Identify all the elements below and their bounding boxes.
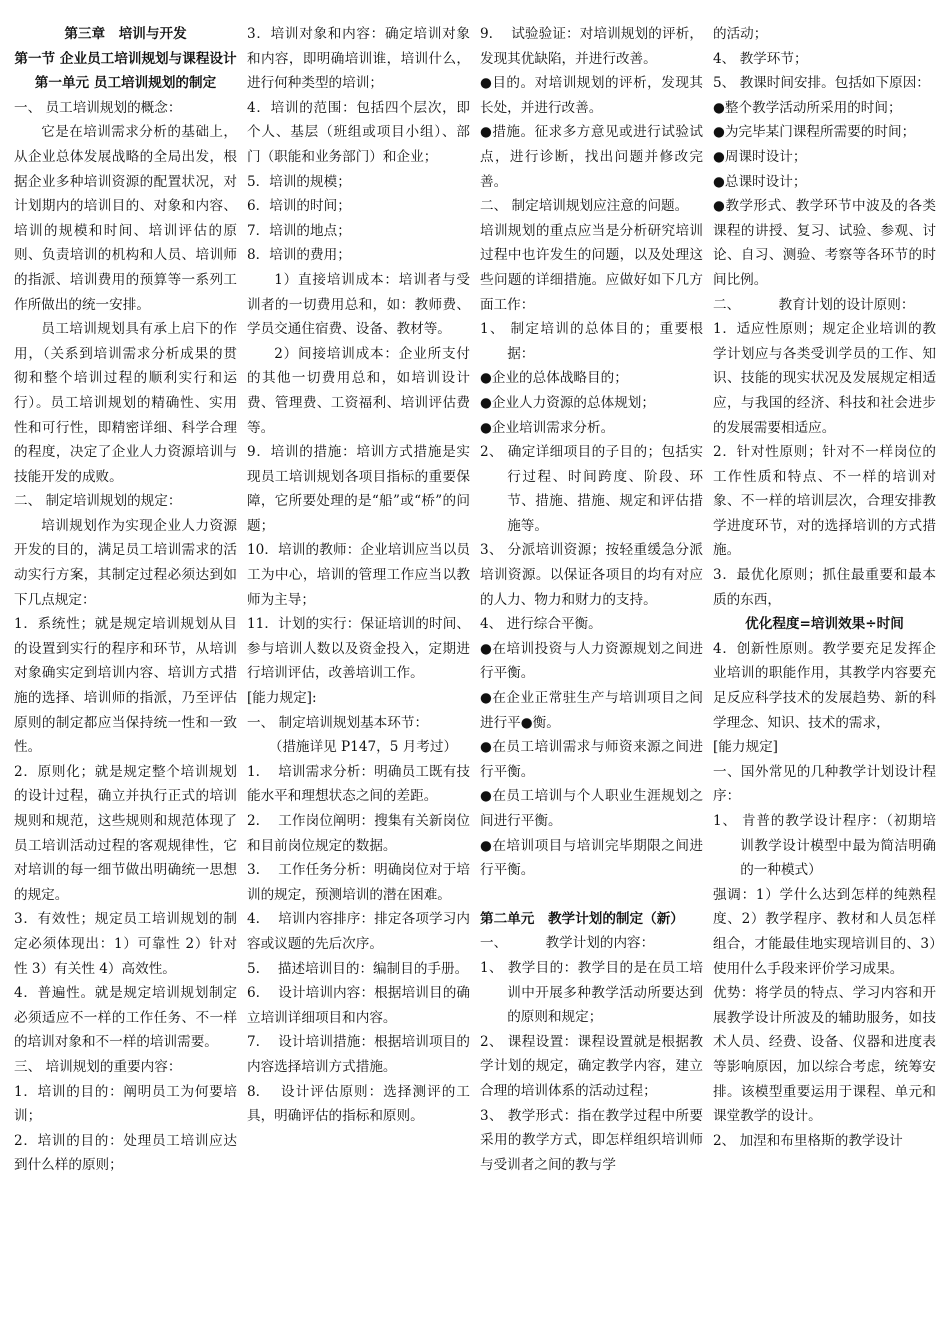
- paragraph: 第二单元 教学计划的制定（新）: [480, 910, 684, 927]
- document-page: [14, 22, 940, 1334]
- paragraph: 2．培训的目的：处理员工培训应达到什么样的原则；: [14, 1132, 237, 1174]
- paragraph: 5. 描述培训目的：编制目的手册。: [247, 960, 469, 977]
- paragraph: 6．培训的时间；: [247, 198, 351, 215]
- paragraph: 5、 教课时间安排。包括如下原因：: [713, 75, 930, 92]
- paragraph: 优势：将学员的特点、学习内容和开展教学设计所波及的辅助服务，如技术人员、经费、设备、仪器和进度表等影响原因，加以综合考虑，统筹安排。该模型重要运用于课程、单元和课堂教学的设计。: [713, 985, 936, 1125]
- paragraph: ●在员工培训与个人职业生涯规划之间进行平衡。: [480, 788, 703, 829]
- paragraph: 9．培训的措施：培训方式措施是实现员工培训规划各项目指标的重要保障，它所要处理的是“船”或“桥”的问题；: [247, 444, 470, 534]
- paragraph: 1．适应性原则；规定企业培训的教学计划应与各类受训学员的工作、知识、技能的现实状况及发展规定相适应，与我国的经济、科技和社会进步的发展需要相适应。: [713, 321, 936, 436]
- paragraph: 8．培训的费用；: [247, 247, 351, 264]
- paragraph: 7．培训的地点；: [247, 222, 351, 239]
- paragraph: 3．有效性；规定员工培训规划的制定必须体现出：1）可靠性 2）针对性 3）有关性 4）高效性。: [14, 911, 237, 977]
- paragraph: 1．系统性；就是规定培训规划从目的设置到实行的程序和环节，从培训对象确实定到培训内容、培训方式措施的选择、培训师的指派，乃至评估原则的制定都应当保持统一性和一致性。: [14, 616, 237, 756]
- paragraph: 1. 培训需求分析：明确员工既有技能水平和理想状态之间的差距。: [247, 763, 470, 805]
- paragraph: 7. 设计培训措施：根据培训项目的内容选择培训方式措施。: [247, 1034, 470, 1075]
- paragraph: 6. 设计培训内容：根据培训目的确立培训详细项目和内容。: [247, 985, 470, 1026]
- paragraph: 4、 教学环节；: [713, 50, 808, 67]
- paragraph: ●企业人力资源的总体规划；: [480, 394, 655, 411]
- paragraph: 强调：1）学什么达到怎样的纯熟程度、2）教学程序、教材和人员怎样组合，才能最佳地实现培训目的、3）使用什么手段来评价学习成果。: [713, 886, 936, 977]
- paragraph: 3、 教学形式：指在教学过程中所要采用的教学方式，即怎样组织培训师与受训者之间的教与学: [480, 1107, 703, 1173]
- paragraph: 3、 分派培训资源；按轻重缓急分派培训资源。以保证各项目的均有对应的人力、物力和财力的支持。: [480, 542, 703, 608]
- paragraph: 培训规划作为实现企业人力资源开发的目的，满足员工培训需求的活动实行方案，其制定过程必须达到如下几点规定：: [14, 517, 237, 608]
- paragraph: 员工培训规划具有承上启下的作用，（关系到培训需求分析成果的贯彻和整个培训过程的顺利实行和运行）。员工培训规划的精确性、实用性和可行性，即精密详细、科学合理的程度，决定了企业人力资源培训与技能开发的成败。: [14, 321, 237, 485]
- paragraph: [能力规定]:: [247, 690, 317, 707]
- text-column-2: [247, 22, 470, 1334]
- paragraph: 1、 制定培训的总体目的；重要根据：: [480, 321, 703, 362]
- paragraph: ●措施。征求多方意见或进行试验试点，进行诊断，找出问题并修改完善。: [480, 124, 703, 190]
- paragraph: ●整个教学活动所采用的时间；: [713, 99, 902, 116]
- paragraph: 二、 制定培训规划的规定：: [14, 493, 182, 510]
- paragraph: 培训规划的重点应当是分析研究培训过程中也许发生的问题，以及处理这些问题的详细措施。应做好如下几方面工作：: [480, 222, 703, 313]
- text-column-4: [713, 22, 936, 1334]
- paragraph: 2．针对性原则；针对不一样岗位的工作性质和特点、不一样的培训对象、不一样的培训层次，合理安排教学进度环节，对的选择培训的方式措施。: [713, 444, 936, 559]
- paragraph: ●在员工培训需求与师资来源之间进行平衡。: [480, 739, 703, 780]
- paragraph: 一、 制定培训规划基本环节：: [247, 714, 429, 731]
- paragraph: ●为完毕某门课程所需要的时间；: [713, 124, 916, 141]
- paragraph: ●教学形式、教学环节中波及的各类课程的讲授、复习、试验、参观、讨论、自习、测验、考察等各环节的时间比例。: [713, 198, 936, 288]
- paragraph: 一、 教学计划的内容：: [480, 935, 655, 952]
- paragraph: 8. 设计评估原则：选择测评的工具，明确评估的指标和原则。: [247, 1083, 470, 1125]
- paragraph: 5．培训的规模；: [247, 173, 351, 190]
- text-column-1: [14, 22, 237, 1334]
- paragraph: 3．最优化原则；抓住最重要和最本质的东西，: [713, 567, 936, 608]
- paragraph: 1、 肯普的教学设计程序：（初期培训教学设计模型中最为简洁明确的一种模式）: [713, 813, 936, 879]
- heading-text: 优化程度=培训效果÷时间: [745, 616, 904, 633]
- paragraph: 9. 试验验证：对培训规划的评析，发现其优缺陷，并进行改善。: [480, 26, 703, 67]
- paragraph: 4. 培训内容排序：排定各项学习内容或议题的先后次序。: [247, 911, 470, 952]
- paragraph: 2）间接培训成本：企业所支付的其他一切费用总和，如培训设计费、管理费、工资福利、培训评估费等。: [247, 345, 470, 436]
- paragraph: 的活动；: [713, 26, 768, 42]
- paragraph: 11．计划的实行：保证培训的时间、参与培训人数以及资金投入，定期进行培训评估，改善培训工作。: [247, 616, 470, 682]
- section-heading: 第一节 企业员工培训规划与课程设计: [14, 50, 237, 67]
- paragraph: 2、 确定详细项目的子目的；包括实行过程、时间跨度、阶段、环节、措施、措施、规定和评估措施等。: [480, 444, 703, 534]
- paragraph: 3. 工作任务分析：明确岗位对于培训的规定，预测培训的潜在困难。: [247, 862, 470, 903]
- paragraph: 1、 教学目的：教学目的是在员工培训中开展多种教学活动所要达到的原则和规定；: [480, 959, 703, 1026]
- paragraph: [能力规定]: [713, 739, 778, 756]
- paragraph: 2、 课程设置：课程设置就是根据教学计划的规定，确定教学内容，建立合理的培训体系的活动过程；: [480, 1033, 703, 1099]
- text-column-3: [480, 22, 703, 1334]
- paragraph: 二、 制定培训规划应注意的问题。: [480, 198, 689, 215]
- paragraph: ●企业培训需求分析。: [480, 419, 615, 436]
- section-heading: 第三章 培训与开发: [64, 26, 187, 42]
- paragraph: ●在培训项目与培训完毕期限之间进行平衡。: [480, 837, 703, 879]
- paragraph: 2．原则化；就是规定整个培训规划 的设计过程，确立并执行正式的培训规则和规范，这些规则和规范体现了员工培训活动过程的客观规律性，它对培训的每一细节做出明确统一思想的规定。: [14, 763, 237, 903]
- paragraph: 一、 员工培训规划的概念：: [14, 99, 182, 116]
- paragraph: 4、 进行综合平衡。: [480, 616, 602, 633]
- paragraph: 二、 教育计划的设计原则：: [713, 296, 915, 313]
- paragraph: 2、 加涅和布里格斯的教学设计: [713, 1132, 903, 1149]
- paragraph: ●周课时设计；: [713, 148, 807, 165]
- paragraph: 10．培训的教师：企业培训应当以员工为中心，培训的管理工作应当以教师为主导；: [247, 542, 470, 608]
- paragraph: 一、国外常见的几种教学计划设计程序：: [713, 763, 936, 805]
- paragraph: 1．培训的目的：阐明员工为何要培训；: [14, 1083, 237, 1125]
- paragraph: [480, 883, 703, 907]
- paragraph: ●目的。对培训规划的评析，发现其长处，并进行改善。: [480, 75, 703, 116]
- paragraph: 2. 工作岗位阐明：搜集有关新岗位和目前岗位规定的数据。: [247, 813, 470, 854]
- paragraph: ●在培训投资与人力资源规划之间进行平衡。: [480, 640, 703, 682]
- paragraph: ●企业的总体战略目的；: [480, 370, 628, 387]
- paragraph: ●在企业正常驻生产与培训项目之间进行平●衡。: [480, 690, 703, 731]
- paragraph: 3．培训对象和内容：确定培训对象和内容，即明确培训谁，培训什么，进行何种类型的培训；: [247, 26, 470, 92]
- paragraph: 1）直接培训成本：培训者与受训者的一切费用总和，如：教师费、学员交通住宿费、设备、教材等。: [247, 271, 470, 338]
- paragraph: 4．普遍性。就是规定培训规划制定必须适应不一样的工作任务、不一样的培训对象和不一样的培训需要。: [14, 985, 237, 1051]
- paragraph: 三、 培训规划的重要内容：: [14, 1058, 182, 1075]
- paragraph: ●总课时设计；: [713, 173, 807, 190]
- paragraph: （措施详见 P147，5 月考过）: [268, 739, 458, 756]
- paragraph: 4．创新性原则。教学要充足发挥企业培训的职能作用，其教学内容要充足反应科学技术的发展趋势、新的科学理念、知识、技术的需求，: [713, 640, 936, 731]
- paragraph: 4．培训的范围：包括四个层次，即个人、基层（班组或项目小组）、部门（职能和业务部门）和企业；: [247, 99, 470, 165]
- section-heading: 第一单元 员工培训规划的制定: [34, 75, 217, 92]
- paragraph: 它是在培训需求分析的基础上，从企业总体发展战略的全局出发，根据企业多种培训资源的配置状况，对计划期内的培训目的、对象和内容、培训的规模和时间、培训评估的原则、负责培训的机构和人员、培训师的指派、培训费用的预算等一系列工作所做出的统一安排。: [14, 124, 237, 313]
